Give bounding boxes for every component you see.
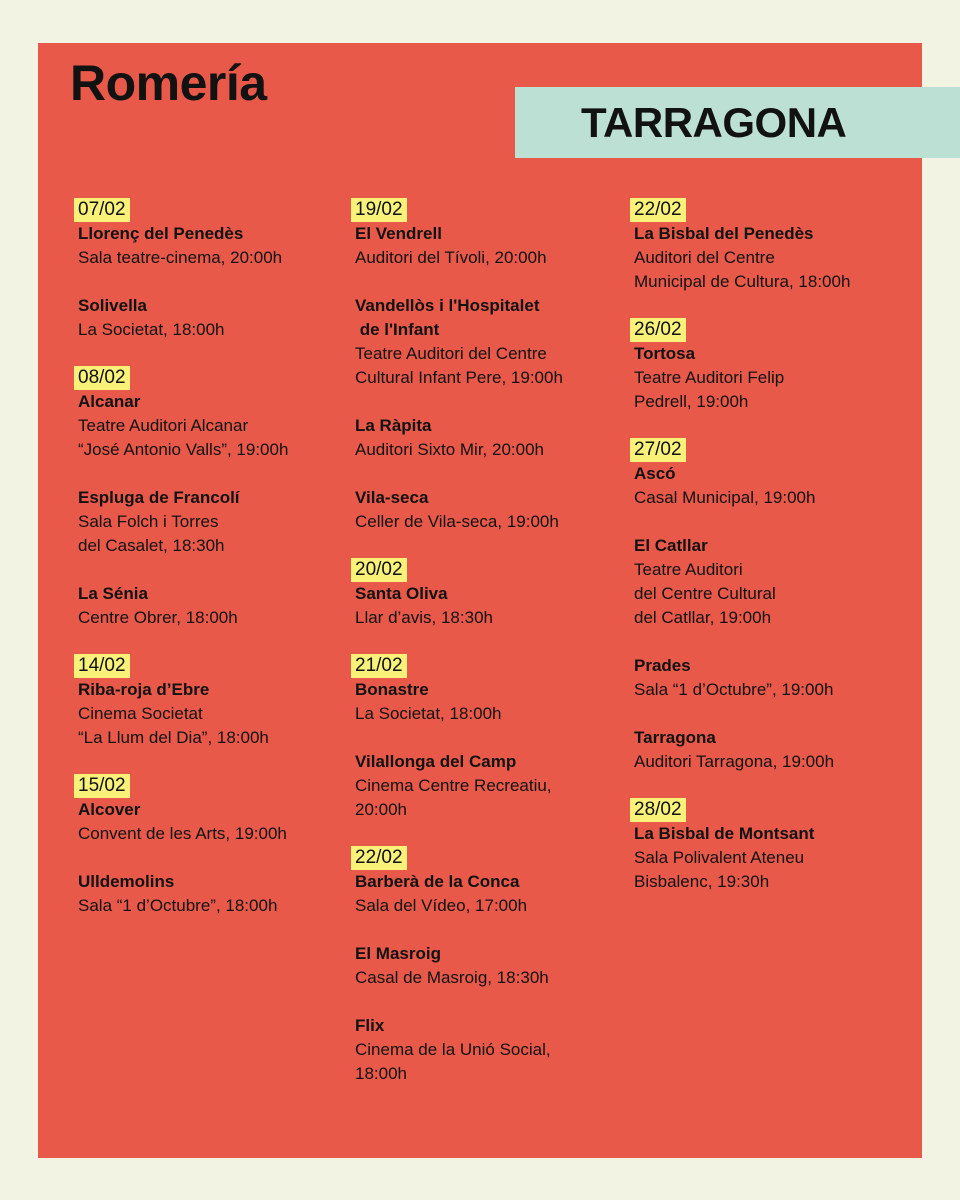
event-item (630, 822, 900, 894)
event-item (630, 342, 900, 414)
event-venue-time: Teatre Auditori del Centre Cultural Infant Pere, 19:00h (355, 344, 563, 387)
event-venue-time: Teatre Auditori Alcanar “José Antonio Valls”, 19:00h (78, 416, 289, 459)
event-venue-time: Auditori del Tívoli, 20:00h (355, 248, 547, 267)
event-venue-time: Convent de les Arts, 19:00h (78, 824, 287, 843)
event-venue-time: Teatre Auditori del Centre Cultural del Catllar, 19:00h (634, 560, 776, 627)
event-town: La Sénia (78, 584, 148, 603)
event-item (74, 582, 344, 630)
event-item (74, 678, 344, 750)
event-item (351, 294, 621, 390)
event-venue-time: Sala Folch i Torres del Casalet, 18:30h (78, 512, 225, 555)
event-town: Llorenç del Penedès (78, 224, 244, 243)
event-item (351, 870, 621, 918)
date-badge: 19/02 (351, 198, 407, 222)
date-group (351, 846, 621, 1086)
event-town: Flix (355, 1016, 385, 1035)
event-item (351, 486, 621, 534)
date-group (74, 198, 344, 342)
event-town: Vila-seca (355, 488, 429, 507)
event-item (351, 1014, 621, 1086)
event-venue-time: Celler de Vila-seca, 19:00h (355, 512, 559, 531)
date-badge: 27/02 (630, 438, 686, 462)
event-item (74, 222, 344, 270)
event-venue-time: La Societat, 18:00h (78, 320, 225, 339)
event-town: Vilallonga del Camp (355, 752, 517, 771)
event-town: El Catllar (634, 536, 708, 555)
event-venue-time: Sala del Vídeo, 17:00h (355, 896, 528, 915)
event-town: Ulldemolins (78, 872, 175, 891)
event-item (74, 390, 344, 462)
schedule-column-3 (630, 198, 900, 918)
date-group (351, 654, 621, 822)
event-town: La Ràpita (355, 416, 432, 435)
event-town: La Bisbal de Montsant (634, 824, 815, 843)
event-town: Alcover (78, 800, 141, 819)
event-item (351, 678, 621, 726)
date-badge: 22/02 (351, 846, 407, 870)
event-town: Prades (634, 656, 691, 675)
event-town: Santa Oliva (355, 584, 448, 603)
event-item (630, 222, 900, 294)
event-item (630, 726, 900, 774)
date-group (630, 798, 900, 894)
event-item (351, 222, 621, 270)
schedule-column-2 (351, 198, 621, 1110)
event-town: Ascó (634, 464, 676, 483)
event-venue-time: Cinema Societat “La Llum del Dia”, 18:00h (78, 704, 269, 747)
event-town: Espluga de Francolí (78, 488, 240, 507)
event-town: El Masroig (355, 944, 441, 963)
event-item (74, 870, 344, 918)
event-venue-time: Auditori Sixto Mir, 20:00h (355, 440, 544, 459)
event-item (351, 750, 621, 822)
date-group (351, 558, 621, 630)
event-venue-time: Sala teatre-cinema, 20:00h (78, 248, 283, 267)
event-venue-time: Llar d’avis, 18:30h (355, 608, 493, 627)
event-town: Barberà de la Conca (355, 872, 520, 891)
date-badge: 26/02 (630, 318, 686, 342)
event-item (630, 534, 900, 630)
event-item (630, 462, 900, 510)
event-venue-time: Cinema de la Unió Social, 18:00h (355, 1040, 551, 1083)
page-title: Romería (70, 55, 267, 111)
region-label: TARRAGONA (581, 98, 847, 146)
event-item (74, 798, 344, 846)
event-venue-time: Sala “1 d’Octubre”, 19:00h (634, 680, 834, 699)
event-venue-time: Cinema Centre Recreatiu, 20:00h (355, 776, 552, 819)
event-item (351, 414, 621, 462)
date-badge: 08/02 (74, 366, 130, 390)
date-badge: 22/02 (630, 198, 686, 222)
event-venue-time: Centre Obrer, 18:00h (78, 608, 238, 627)
event-town: Tarragona (634, 728, 716, 747)
date-group (630, 198, 900, 294)
event-town: Tortosa (634, 344, 696, 363)
event-venue-time: Casal Municipal, 19:00h (634, 488, 816, 507)
date-badge: 15/02 (74, 774, 130, 798)
date-badge: 21/02 (351, 654, 407, 678)
event-town: Solivella (78, 296, 147, 315)
event-town: Vandellòs i l'Hospitalet de l'Infant (355, 296, 540, 339)
date-group (74, 366, 344, 630)
event-item (74, 294, 344, 342)
event-venue-time: Casal de Masroig, 18:30h (355, 968, 549, 987)
date-badge: 14/02 (74, 654, 130, 678)
date-group (630, 318, 900, 414)
event-venue-time: Auditori Tarragona, 19:00h (634, 752, 835, 771)
event-town: El Vendrell (355, 224, 442, 243)
event-town: Alcanar (78, 392, 141, 411)
date-group (74, 654, 344, 750)
event-venue-time: Auditori del Centre Municipal de Cultura, 18:00h (634, 248, 851, 291)
event-item (351, 582, 621, 630)
event-venue-time: Teatre Auditori Felip Pedrell, 19:00h (634, 368, 785, 411)
event-venue-time: Sala “1 d’Octubre”, 18:00h (78, 896, 278, 915)
date-badge: 28/02 (630, 798, 686, 822)
date-badge: 20/02 (351, 558, 407, 582)
event-item (74, 486, 344, 558)
date-group (351, 198, 621, 534)
event-town: Bonastre (355, 680, 429, 699)
region-banner (515, 87, 960, 158)
date-group (630, 438, 900, 774)
date-badge: 07/02 (74, 198, 130, 222)
event-town: Riba-roja d’Ebre (78, 680, 210, 699)
schedule-column-1 (74, 198, 344, 942)
date-group (74, 774, 344, 918)
event-item (630, 654, 900, 702)
event-item (351, 942, 621, 990)
event-town: La Bisbal del Penedès (634, 224, 814, 243)
event-venue-time: Sala Polivalent Ateneu Bisbalenc, 19:30h (634, 848, 805, 891)
event-venue-time: La Societat, 18:00h (355, 704, 502, 723)
